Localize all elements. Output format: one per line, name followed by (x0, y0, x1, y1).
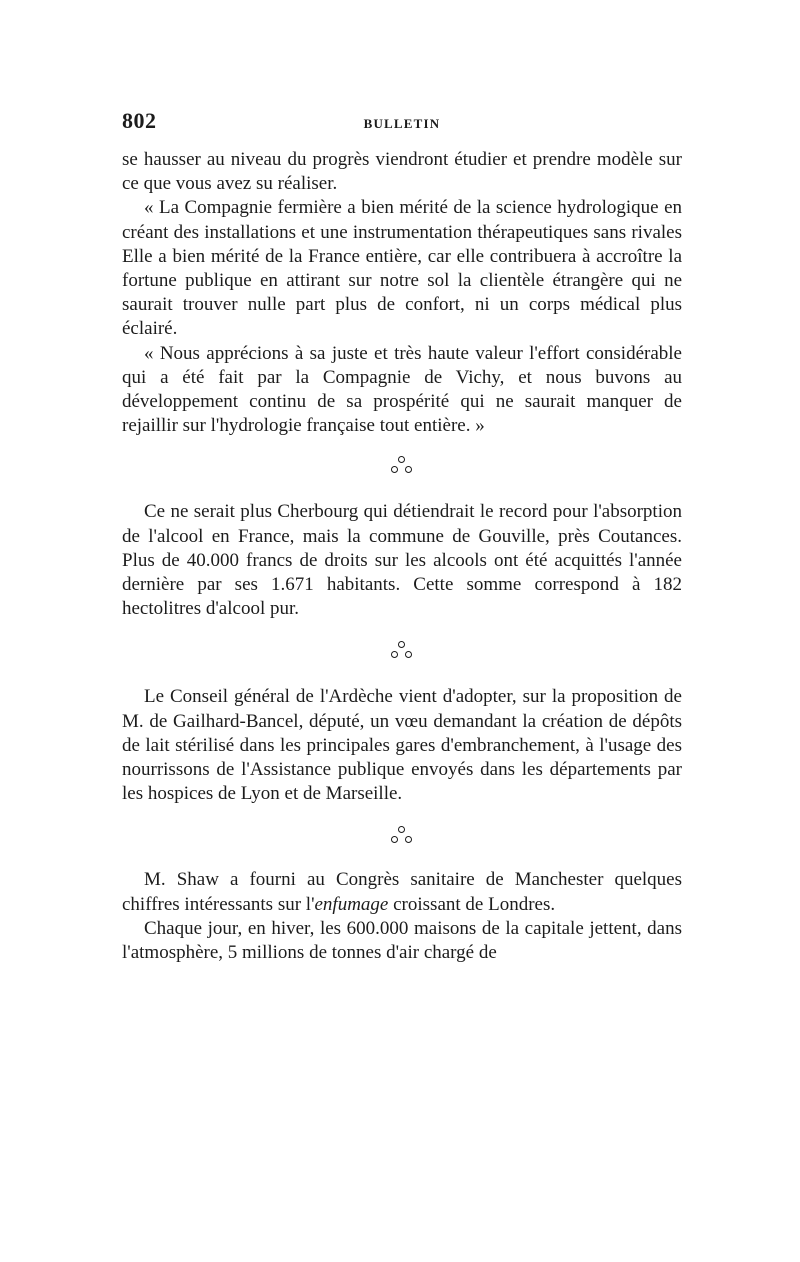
asterism-icon (382, 826, 422, 848)
paragraph: « Nous apprécions à sa juste et très haute valeur l'effort considérable qui a été fait par la Compagnie de Vichy, et nous buvons au développement continu de sa prospérité qui ne saurait manquer de rejaillir sur l'hydrologie française tout entière. » (122, 342, 682, 437)
paragraph: Ce ne serait plus Cherbourg qui détiendrait le record pour l'absorption de l'alcool en France, mais la commune de Gouville, près Coutances. Plus de 40.000 francs de droits sur les alcools ont été acquittés l'année dernière par ses 1.671 habitants. Cette somme correspond à 182 hectolitres d'alcool pur. (122, 501, 682, 620)
italic-term: enfumage (314, 893, 389, 915)
text-span: croissant de Londres. (388, 893, 556, 915)
running-title: BULLETIN (363, 116, 441, 131)
section-gouville (122, 500, 682, 621)
section-vichy (122, 148, 682, 438)
paragraph (122, 868, 682, 916)
asterism-icon (382, 456, 422, 478)
book-page (122, 108, 682, 965)
text-span: M. Shaw a fourni au Congrès sanitaire de Manchester quelques chiffres intéressants sur l' (122, 869, 682, 915)
paragraph: se hausser au niveau du progrès viendront étudier et prendre modèle sur ce que vous avez su réaliser. (122, 149, 682, 195)
asterism-icon (382, 641, 422, 663)
paragraph: « La Compagnie fermière a bien mérité de la science hydrologique en créant des installations et une instrumentation thérapeutiques sans rivales Elle a bien mérité de la France entière, car elle contribuera à accroître la fortune publique en attirant sur notre sol la clientèle étrangère qui ne saurait trouver nulle part plus de confort, ni un corps médical plus éclairé. (122, 197, 682, 340)
section-ardeche (122, 685, 682, 806)
paragraph: Le Conseil général de l'Ardèche vient d'adopter, sur la proposition de M. de Gailhard-Bancel, député, un vœu demandant la création de dépôts de lait stérilisé dans les principales gares d'embranchement, à l'usage des nourrissons de l'Assistance publique envoyés dans les départements par les hospices de Lyon et de Marseille. (122, 686, 682, 805)
page-header (122, 108, 682, 148)
section-londres (122, 868, 682, 965)
page-number: 802 (122, 108, 157, 133)
paragraph: Chaque jour, en hiver, les 600.000 maisons de la capitale jettent, dans l'atmosphère, 5 millions de tonnes d'air chargé de (122, 917, 682, 964)
